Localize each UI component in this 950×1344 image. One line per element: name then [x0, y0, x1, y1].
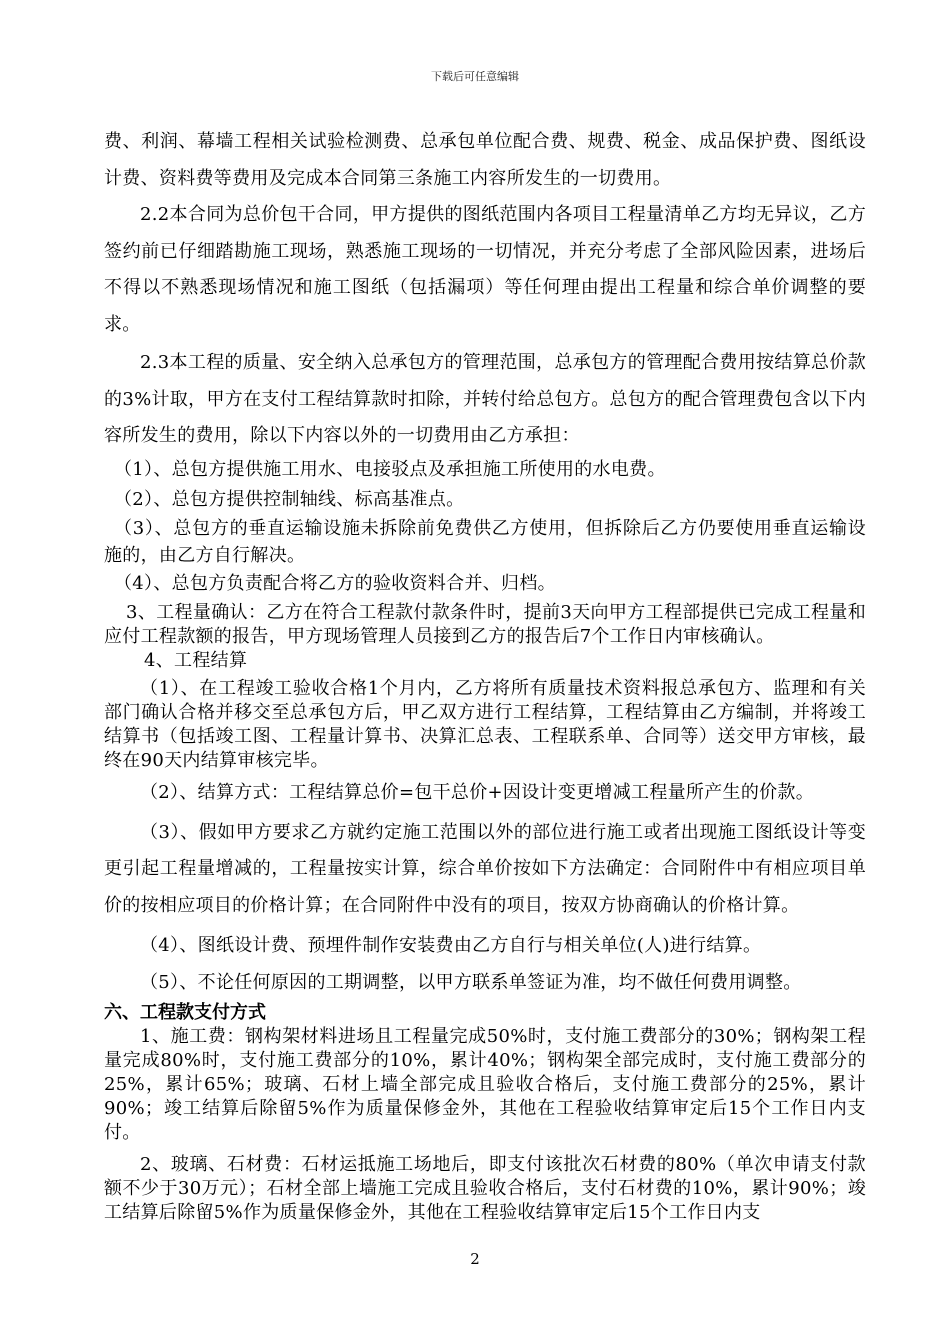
settlement-item-3: （3）、假如甲方要求乙方就约定施工范围以外的部位进行施工或者出现施工图纸设计等变更引起工程量增减的，工程量按实计算，综合单价按如下方法确定：合同附件中有相应项目单价的按相应项目的价格计算；在合同附件中没有的项目，按双方协商确认的价格计算。 [104, 821, 866, 916]
paragraph-quantity-confirm: 3、工程量确认：乙方在符合工程款付款条件时，提前3天向甲方工程部提供已完成工程量和应付工程款额的报告，甲方现场管理人员接到乙方的报告后7个工作日内审核确认。 [104, 601, 866, 647]
heading-settlement: 4、工程结算 [144, 649, 248, 671]
page-number: 2 [470, 1250, 480, 1268]
paragraph-fees: 费、利润、幕墙工程相关试验检测费、总承包单位配合费、规费、税金、成品保护费、图纸设计费、资料费等费用及完成本合同第三条施工内容所发生的一切费用。 [104, 131, 866, 189]
paragraph-2-3: 2.3本工程的质量、安全纳入总承包方的管理范围，总承包方的管理配合费用按结算总价款的3%计取，甲方在支付工程结算款时扣除，并转付给总包方。总包方的配合管理费包含以下内容所发生的费用，除以下内容以外的一切费用由乙方承担： [104, 352, 866, 446]
item-1: （1）、总包方提供施工用水、电接驳点及承担施工所使用的水电费。 [114, 458, 666, 480]
settlement-item-1: （1）、在工程竣工验收合格1个月内，乙方将所有质量技术资料报总承包方、监理和有关部门确认合格并移交至总承包方后，甲乙双方进行工程结算，工程结算由乙方编制，并将竣工结算书（包括竣工图、工程量计算书、决算汇总表、工程联系单、合同等）送交甲方审核，最终在90天内结算审核完毕。 [104, 677, 866, 771]
item-4: （4）、总包方负责配合将乙方的验收资料合并、归档。 [114, 572, 556, 594]
settlement-item-2: （2）、结算方式：工程结算总价=包干总价+因设计变更增减工程量所产生的价款。 [140, 781, 815, 803]
item-3: （3）、总包方的垂直运输设施未拆除前免费供乙方使用，但拆除后乙方仍要使用垂直运输设施的，由乙方自行解决。 [104, 517, 866, 566]
payment-construction-fee: 1、施工费：钢构架材料进场且工程量完成50%时，支付施工费部分的30%；钢构架工程量完成80%时，支付施工费部分的10%，累计40%；钢构架全部完成时，支付施工费部分的25%，累计65%；玻璃、石材上墙全部完成且验收合格后，支付施工费部分的25%，累计90%；竣工结算后除留5%作为质量保修金外，其他在工程验收结算审定后15个工作日内支付。 [104, 1026, 866, 1143]
paragraph-2-2: 2.2本合同为总价包干合同，甲方提供的图纸范围内各项目工程量清单乙方均无异议，乙方签约前已仔细踏勘施工现场，熟悉施工现场的一切情况，并充分考虑了全部风险因素，进场后不得以不熟悉现场情况和施工图纸（包括漏项）等任何理由提出工程量和综合单价调整的要求。 [104, 204, 866, 335]
settlement-item-4: （4）、图纸设计费、预埋件制作安装费由乙方自行与相关单位(人)进行结算。 [140, 935, 762, 956]
section-heading-payment: 六、工程款支付方式 [104, 1002, 266, 1023]
page-header: 下载后可任意编辑 [431, 70, 519, 83]
document-body [104, 124, 866, 1225]
settlement-item-5: （5）、不论任何原因的工期调整，以甲方联系单签证为准，均不做任何费用调整。 [140, 971, 802, 993]
item-2: （2）、总包方提供控制轴线、标高基准点。 [114, 488, 465, 510]
payment-glass-stone-fee: 2、玻璃、石材费：石材运抵施工场地后，即支付该批次石材费的80%（单次申请支付款额不少于30万元）；石材全部上墙施工完成且验收合格后，支付石材费的10%，累计90%；竣工结算后除留5%作为质量保修金外，其他在工程验收结算审定后15个工作日内支 [104, 1154, 866, 1223]
